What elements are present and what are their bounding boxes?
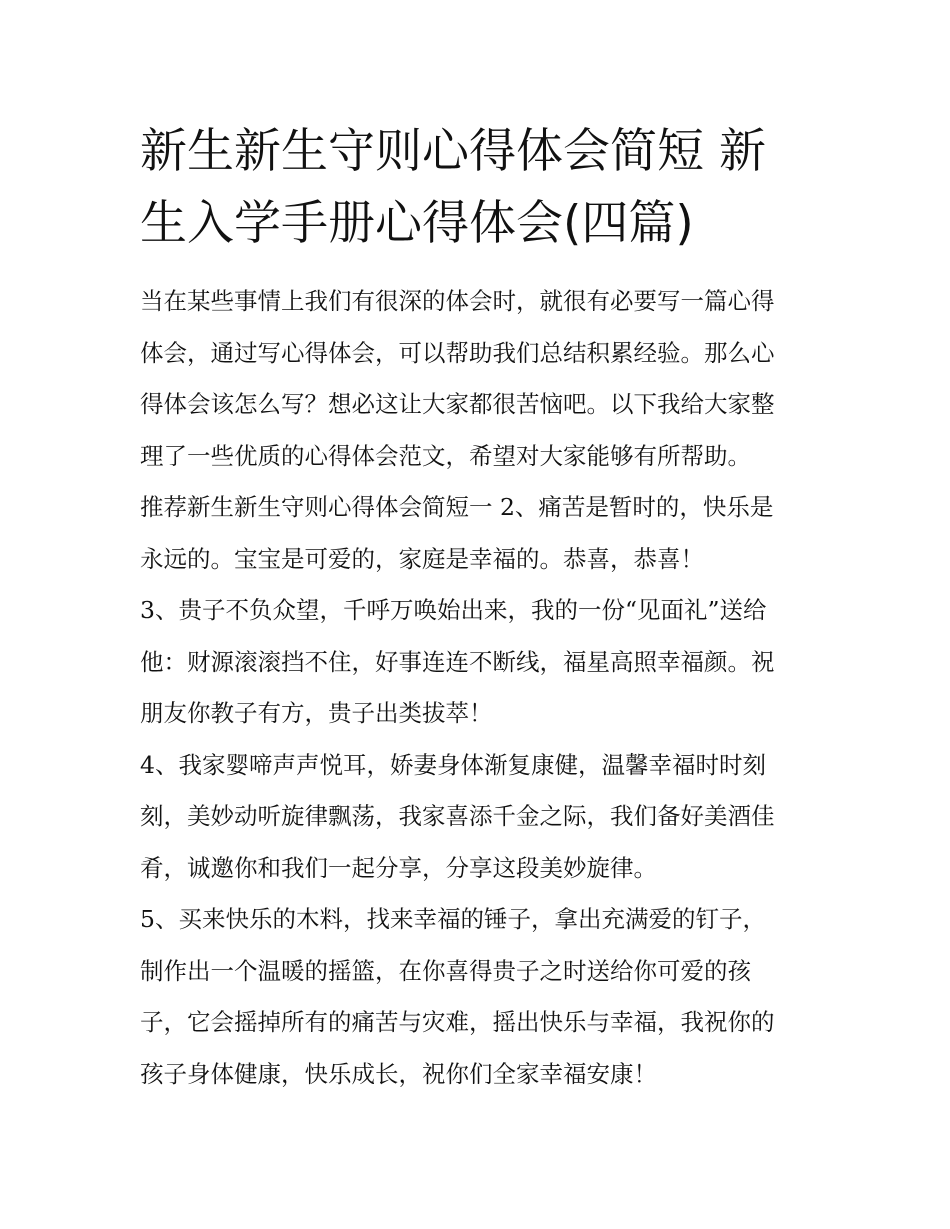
body-line: 永远的。宝宝是可爱的，家庭是幸福的。恭喜，恭喜！: [140, 544, 704, 573]
body-line: 4、我家婴啼声声悦耳，娇妻身体渐复康健，温馨幸福时时刻: [140, 750, 766, 779]
body-line: 刻，美妙动听旋律飘荡，我家喜添千金之际，我们备好美酒佳: [140, 802, 775, 830]
document-body: [140, 276, 830, 1100]
body-line: 子，它会摇掉所有的痛苦与灾难，摇出快乐与幸福，我祝你的: [140, 1008, 775, 1036]
body-line: 朋友你教子有方，贵子出类拔萃！: [140, 699, 493, 727]
body-line: 当在某些事情上我们有很深的体会时，就很有必要写一篇心得: [140, 287, 775, 315]
body-line: 3、贵子不负众望，千呼万唤始出来，我的一份“见面礼”送给: [140, 596, 767, 624]
body-line: 孩子身体健康，快乐成长，祝你们全家幸福安康！: [140, 1059, 657, 1088]
body-line: 肴，诚邀你和我们一起分享，分享这段美妙旋律。: [140, 853, 657, 882]
body-line: 推荐新生新生守则心得体会简短一 2、痛苦是暂时的，快乐是: [140, 493, 774, 521]
title-line: 生入学手册心得体会(四篇): [140, 196, 694, 251]
body-line: 得体会该怎么写？想必这让大家都很苦恼吧。以下我给大家整: [140, 390, 775, 418]
body-line: 他：财源滚滚挡不住，好事连连不断线，福星高照幸福颜。祝: [140, 647, 775, 676]
document-title: [140, 116, 820, 260]
body-line: 理了一些优质的心得体会范文，希望对大家能够有所帮助。: [140, 441, 751, 470]
body-line: 体会，通过写心得体会，可以帮助我们总结积累经验。那么心: [140, 338, 775, 367]
title-line: 新生新生守则心得体会简短 新: [140, 124, 766, 179]
body-line: 5、买来快乐的木料，找来幸福的锤子，拿出充满爱的钉子，: [140, 905, 766, 933]
body-line: 制作出一个温暖的摇篮，在你喜得贵子之时送给你可爱的孩: [140, 956, 751, 985]
